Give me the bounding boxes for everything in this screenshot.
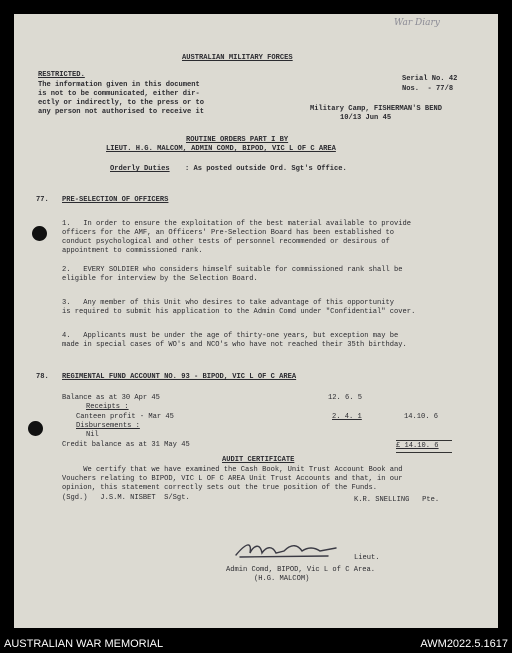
balance-label: Balance as at 30 Apr 45 — [62, 394, 160, 402]
handwritten-signature — [232, 539, 356, 561]
para-3-line-2: is required to submit his application to the Admin Comd under "Confidential" cover. — [62, 308, 416, 316]
canteen-label: Canteen profit - Mar 45 — [76, 413, 174, 421]
audit-line-3: opinion, this statement correctly sets out the true position of the Funds. — [62, 484, 378, 492]
routine-orders-title: ROUTINE ORDERS PART I BY — [186, 136, 289, 144]
section-78-heading: REGIMENTAL FUND ACCOUNT NO. 93 - BIPOD, VIC L OF C AREA — [62, 373, 297, 381]
document-page — [14, 14, 498, 628]
para-1-line-2: officers for the AMF, an Officers' Pre-Selection Board has been established to — [62, 229, 395, 237]
restricted-line-2: is not to be communicated, either dir- — [38, 90, 200, 98]
para-1-line-3: conduct psychological and other tests of personnel recommended or desirous of — [62, 238, 390, 246]
para-4-line-2: made in special cases of WO's and NCO's who have not reached their 35th birthday. — [62, 341, 407, 349]
footer-accession-number: AWM2022.5.1617 — [420, 638, 508, 650]
punch-hole-top — [32, 226, 47, 241]
signature-appointment: Admin Comd, BIPOD, Vic L of C Area. — [226, 566, 375, 574]
section-77-heading: PRE-SELECTION OF OFFICERS — [62, 196, 169, 204]
order-numbers: Nos. - 77/8 — [402, 85, 454, 93]
audit-line-1: We certify that we have examined the Cash Book, Unit Trust Account Book and — [62, 466, 403, 474]
para-4-line-1: 4. Applicants must be under the age of thirty-one years, but exception may be — [62, 332, 399, 340]
audit-signatory-right: K.R. SNELLING Pte. — [354, 496, 440, 504]
audit-signatory-left: (Sgd.) J.S.M. NISBET S/Sgt. — [62, 494, 190, 502]
total-rule-top — [396, 440, 452, 441]
routine-orders-by: LIEUT. H.G. MALCOM, ADMIN COMD, BIPOD, VIC L OF C AREA — [106, 145, 336, 153]
para-2-line-2: eligible for interview by the Selection Board. — [62, 275, 258, 283]
para-3-line-1: 3. Any member of this Unit who desires to take advantage of this opportunity — [62, 299, 395, 307]
credit-balance-value: £ 14.10. 6 — [396, 442, 439, 450]
serial-number: Serial No. 42 — [402, 75, 458, 83]
subtotal-value: 14.10. 6 — [404, 413, 439, 421]
credit-balance-label: Credit balance as at 31 May 45 — [62, 441, 190, 449]
war-diary-annotation: War Diary — [394, 18, 440, 28]
para-1-line-1: 1. In order to ensure the exploitation of the best material available to provide — [62, 220, 412, 228]
punch-hole-bottom — [28, 421, 43, 436]
receipts-label: Receipts : — [86, 403, 129, 411]
balance-value: 12. 6. 5 — [328, 394, 363, 402]
header-title: AUSTRALIAN MILITARY FORCES — [182, 54, 293, 62]
total-rule-bottom — [396, 452, 452, 453]
nil-entry: Nil — [86, 431, 99, 439]
audit-line-2: Vouchers relating to BIPOD, VIC L OF C AREA Unit Trust Accounts and that, in our — [62, 475, 403, 483]
disbursements-label: Disbursements : — [76, 422, 140, 430]
order-date: 10/13 Jun 45 — [340, 114, 392, 122]
restricted-line-1: The information given in this document — [38, 81, 200, 89]
section-77-number: 77. — [36, 196, 49, 204]
orderly-duties-label: Orderly Duties — [110, 165, 170, 173]
section-78-number: 78. — [36, 373, 49, 381]
restricted-line-4: any person not authorised to receive it — [38, 108, 205, 116]
footer-institution: AUSTRALIAN WAR MEMORIAL — [4, 638, 164, 650]
audit-certificate-title: AUDIT CERTIFICATE — [222, 456, 295, 464]
signature-rank: Lieut. — [354, 554, 380, 562]
restricted-heading: RESTRICTED. — [38, 71, 85, 79]
restricted-line-3: ectly or indirectly, to the press or to — [38, 99, 205, 107]
camp-location: Military Camp, FISHERMAN'S BEND — [310, 105, 442, 113]
para-2-line-1: 2. EVERY SOLDIER who considers himself suitable for commissioned rank shall be — [62, 266, 403, 274]
canteen-value: 2. 4. 1 — [332, 413, 362, 421]
para-1-line-4: appointment to commissioned rank. — [62, 247, 203, 255]
signature-name: (H.G. MALCOM) — [254, 575, 310, 583]
orderly-duties-text: : As posted outside Ord. Sgt's Office. — [185, 165, 347, 173]
